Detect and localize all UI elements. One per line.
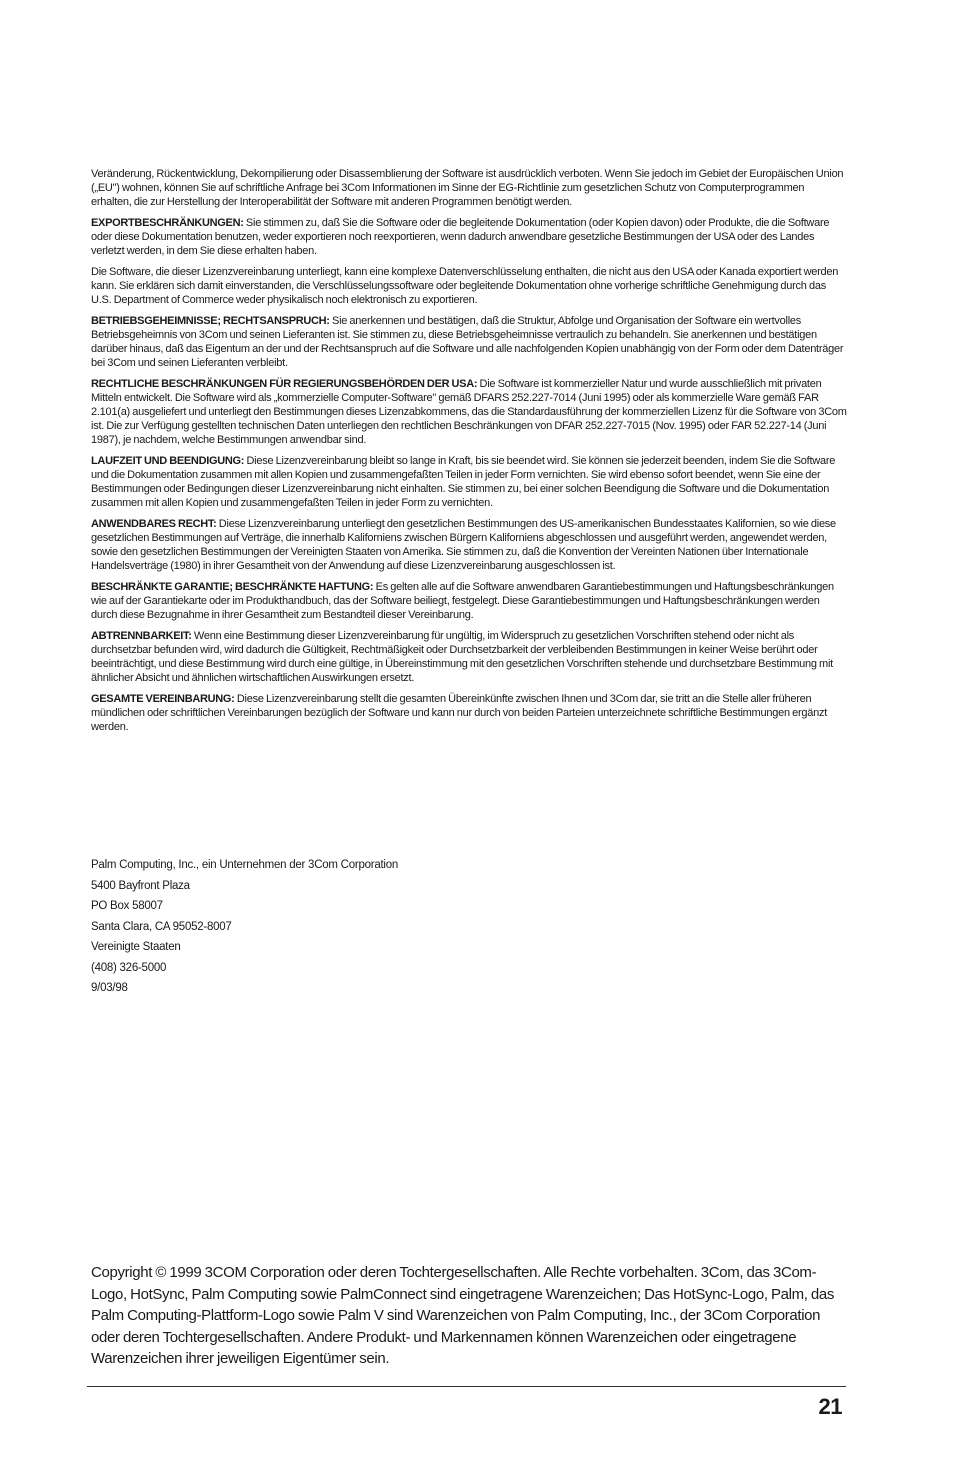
paragraph-heading: RECHTLICHE BESCHRÄNKUNGEN FÜR REGIERUNGSBEHÖRDEN DER USA: bbox=[91, 378, 478, 390]
paragraph-text: Die Software ist kommerzieller Natur und wurde ausschließlich mit privaten Mitteln entwickelt. Die Software wird als „kommerzielle Computer-Software" gemäß DFARS 252.227-7014 (Juni 1995) oder als kommerzielle Ware gemäß FAR 2.101(a) ausgeliefert und unterliegt den Bestimmungen dieses Lizenzabkommens, das die Standardausführung der kommerziellen Lizenz für die Software von 3Com ist. Die zur Verfügung gestellten technischen Daten unterliegen den rechtlichen Beschränkungen von DFAR 252.227-7015 (Nov. 1995) oder FAR 52.227-14 (Juni 1987), je nachdem, welche Bestimmungen anwendbar sind. bbox=[91, 378, 847, 446]
paragraph-trade-secrets bbox=[91, 314, 847, 370]
address-city: Santa Clara, CA 95052-8007 bbox=[91, 920, 232, 933]
footer-divider bbox=[87, 1386, 846, 1387]
paragraph-reverse-engineering bbox=[91, 167, 847, 209]
paragraph-text: Die Software, die dieser Lizenzvereinbarung unterliegt, kann eine komplexe Datenverschlüsselung enthalten, die nicht aus den USA oder Kanada exportiert werden kann. Sie erklären sich damit einverstanden, die Verschlüsselungssoftware oder begleitende Dokumentation ohne vorherige schriftliche Genehmigung durch das U.S. Department of Commerce weder physikalisch noch elektronisch zu exportieren. bbox=[91, 266, 839, 306]
paragraph-heading: ANWENDBARES RECHT: bbox=[91, 518, 217, 530]
paragraph-heading: GESAMTE VEREINBARUNG: bbox=[91, 693, 235, 705]
paragraph-severability bbox=[91, 629, 847, 685]
paragraph-text: Sie anerkennen und bestätigen, daß die Struktur, Abfolge und Organisation der Software ein wertvolles Betriebsgeheimnis von 3Com und seinen Lieferanten ist. Sie stimmen zu, diese Betriebsgeheimnisse vertraulich zu behandeln. Sie anerkennen und bestätigen darüber hinaus, daß das Eigentum an der und der Rechtsanspruch auf die Software und alle nachfolgenden Kopien unabhängig von der Form oder dem Datenträger bei 3Com und seinen Lieferanten verbleibt. bbox=[91, 315, 844, 369]
paragraph-entire-agreement bbox=[91, 692, 847, 734]
address-country: Vereinigte Staaten bbox=[91, 941, 181, 953]
paragraph-heading: BETRIEBSGEHEIMNISSE; RECHTSANSPRUCH: bbox=[91, 315, 330, 327]
address-phone: (408) 326-5000 bbox=[91, 961, 167, 974]
paragraph-text: Veränderung, Rückentwicklung, Dekompilierung oder Disassemblierung der Software ist ausdrücklich verboten. Wenn Sie jedoch im Gebiet der Europäischen Union („EU") wohnen, können Sie auf schriftliche Anfrage bei 3Com Informationen im Sinne der EG-Richtlinie zum gesetzlichen Schutz von Computerprogrammen erhalten, die zur Herstellung der Interoperabilität der Software mit anderen Programmen benötigt werden. bbox=[91, 168, 844, 208]
paragraph-encryption bbox=[91, 265, 847, 307]
paragraph-text: Diese Lizenzvereinbarung bleibt so lange in Kraft, bis sie beendet wird. Sie können sie jederzeit beenden, indem Sie die Software und die Dokumentation zusammen mit allen Kopien und zusammengefaßten Teilen in jeder Form vernichten. Sie wird ebenso sofort beendet, wenn Sie eine der Bestimmungen oder Bedingungen dieser Lizenzvereinbarung nicht einhalten. Sie stimmen zu, bei einer solchen Beendigung die Software und die Dokumentation zusammen mit allen Kopien und zusammengefaßten Teilen in jeder Form zu vernichten. bbox=[91, 455, 836, 509]
paragraph-text: Diese Lizenzvereinbarung stellt die gesamten Übereinkünfte zwischen Ihnen und 3Com dar, sie tritt an die Stelle aller früheren mündlichen oder schriftlichen Vereinbarungen bezüglich der Software und kann nur durch von beiden Parteien unterzeichnete schriftliche Bestimmungen ergänzt werden. bbox=[91, 693, 828, 733]
paragraph-limited-warranty bbox=[91, 580, 847, 622]
company-address bbox=[91, 855, 491, 999]
paragraph-term-termination bbox=[91, 454, 847, 510]
address-po-box: PO Box 58007 bbox=[91, 900, 163, 912]
license-text bbox=[91, 167, 847, 741]
address-date: 9/03/98 bbox=[91, 982, 128, 994]
paragraph-heading: BESCHRÄNKTE GARANTIE; BESCHRÄNKTE HAFTUNG: bbox=[91, 581, 374, 593]
paragraph-export-restrictions bbox=[91, 216, 847, 258]
page-number: 21 bbox=[818, 1394, 842, 1419]
copyright-notice: Copyright © 1999 3COM Corporation oder deren Tochtergesellschaften. Alle Rechte vorbehalten. 3Com, das 3Com-Logo, HotSync, Palm Computing sowie PalmConnect sind eingetragene Warenzeichen; Das HotSync-Logo, Palm, das Palm Computing-Plattform-Logo sowie Palm V sind Warenzeichen von Palm Computing, Inc., der 3Com Corporation oder deren Tochtergesellschaften. Andere Produkt- und Markennamen können Warenzeichen oder eingetragene Warenzeichen ihrer jeweiligen Eigentümer sein. bbox=[91, 1264, 835, 1367]
paragraph-heading: EXPORTBESCHRÄNKUNGEN: bbox=[91, 217, 244, 229]
paragraph-text: Sie stimmen zu, daß Sie die Software oder die begleitende Dokumentation (oder Kopien davon) oder Produkte, die die Software oder diese Dokumentation benutzen, weder exportieren noch reexportieren, wenn dadurch anwendbare gesetzliche Bestimmungen der USA oder des Landes verletzt werden, in dem Sie diese erhalten haben. bbox=[91, 217, 830, 257]
paragraph-text: Es gelten alle auf die Software anwendbaren Garantiebestimmungen und Haftungsbeschränkungen wie auf der Garantiekarte oder im Produkthandbuch, das der Software beiliegt, festgelegt. Diese Garantiebestimmungen und Haftungsbeschränkungen werden durch diese Bezugnahme in ihrer Gesamtheit zum Bestandteil dieser Vereinbarung. bbox=[91, 581, 834, 621]
paragraph-heading: LAUFZEIT UND BEENDIGUNG: bbox=[91, 455, 245, 467]
paragraph-text: Diese Lizenzvereinbarung unterliegt den gesetzlichen Bestimmungen des US-amerikanischen Bundesstaates Kalifornien, so wie diese gesetzlichen Bestimmungen auf Verträge, die innerhalb Kaliforniens zwischen Bürgern Kaliforniens abgeschlossen und ausgeführt werden, angewendet werden, sowie den gesetzlichen Bestimmungen der Vereinigten Staaten von Amerika. Sie stimmen zu, daß die Konvention der Vereinten Nationen über Internationale Handelsverträge (1980) in ihrer Gesamtheit von der Anwendung auf diese Lizenzvereinbarung ausgeschlossen ist. bbox=[91, 518, 836, 572]
paragraph-governing-law bbox=[91, 517, 847, 573]
paragraph-heading: ABTRENNBARKEIT: bbox=[91, 630, 192, 642]
paragraph-government-restrictions bbox=[91, 377, 847, 447]
paragraph-text: Wenn eine Bestimmung dieser Lizenzvereinbarung für ungültig, im Widerspruch zu gesetzlichen Vorschriften stehend oder nicht als durchsetzbar befunden wird, wird dadurch die Gültigkeit, Rechtmäßigkeit oder Durchsetzbarkeit der verbleibenden Bestimmungen in keiner Weise berührt oder beeinträchtigt, und diese Bestimmung wird durch eine gültige, in Übereinstimmung mit den gesetzlichen Vorschriften stehende und durchsetzbare Bestimmung mit ähnlicher Absicht und ähnlichen wirtschaftlichen Auswirkungen ersetzt. bbox=[91, 630, 833, 684]
address-street: 5400 Bayfront Plaza bbox=[91, 879, 190, 892]
address-company: Palm Computing, Inc., ein Unternehmen der 3Com Corporation bbox=[91, 859, 399, 871]
